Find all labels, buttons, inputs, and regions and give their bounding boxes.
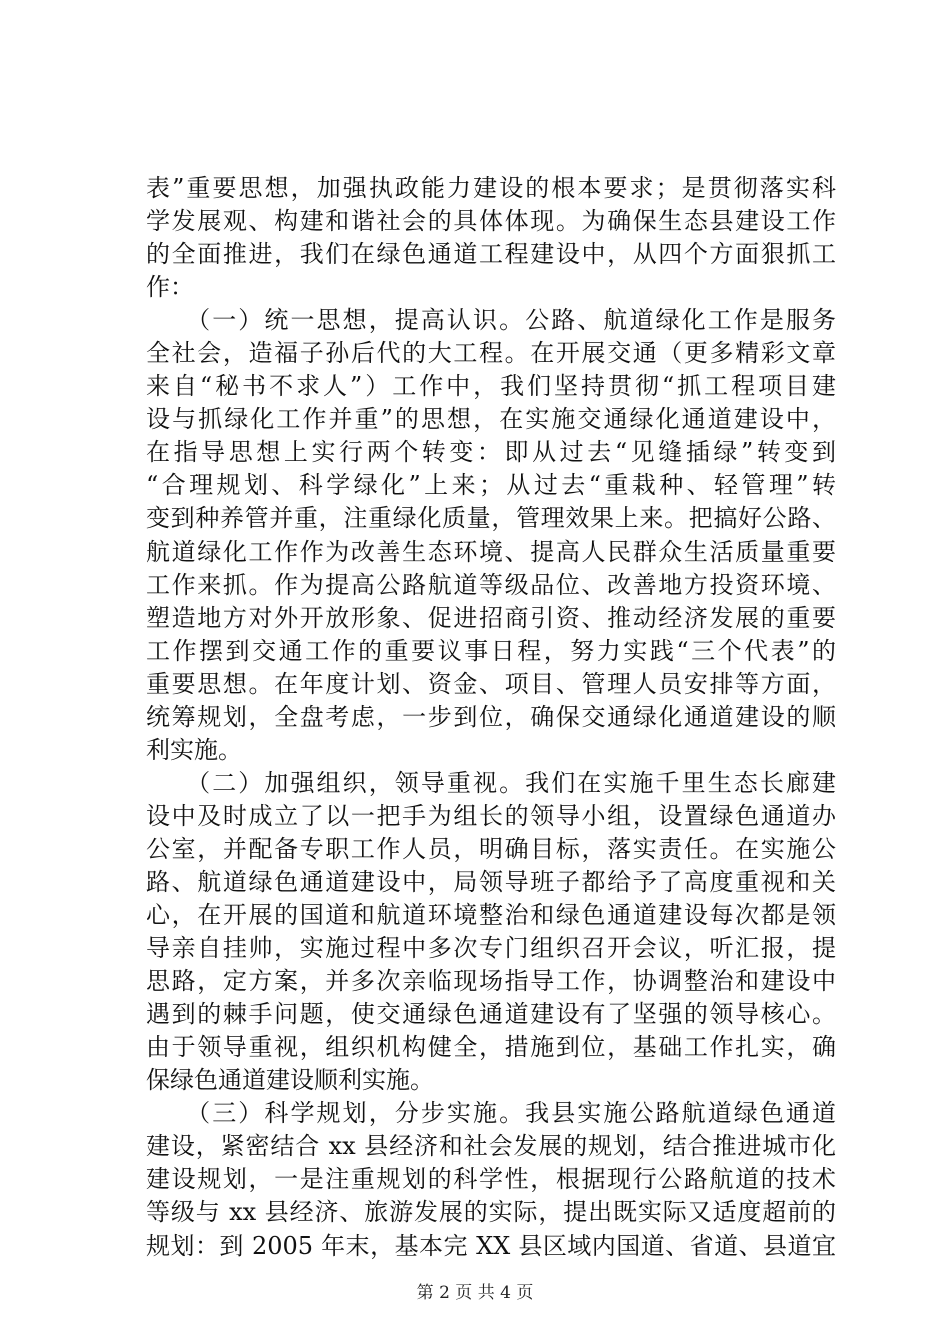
- text-line: （二）加强组织，领导重视。我们在实施千里生态长廊建: [146, 768, 836, 797]
- text-line: 心，在开展的国道和航道环境整治和绿色通道建设每次都是领: [146, 901, 836, 930]
- text-line: 的全面推进，我们在绿色通道工程建设中，从四个方面狠抓工: [146, 240, 836, 269]
- text-line: 由于领导重视，组织机构健全，措施到位，基础工作扎实，确: [146, 1033, 836, 1062]
- text-line: 公室，并配备专职工作人员，明确目标，落实责任。在实施公: [146, 834, 836, 863]
- text-line: 全社会，造福子孙后代的大工程。在开展交通（更多精彩文章: [146, 339, 836, 368]
- text-line: 学发展观、构建和谐社会的具体体现。为确保生态县建设工作: [146, 207, 836, 236]
- text-line: 在指导思想上实行两个转变：即从过去“见缝插绿”转变到: [146, 438, 836, 467]
- text-line: 设与抓绿化工作并重”的思想，在实施交通绿化通道建设中，: [146, 405, 836, 434]
- text-line: （一）统一思想，提高认识。公路、航道绿化工作是服务: [146, 306, 836, 335]
- text-line: “合理规划、科学绿化”上来；从过去“重栽种、轻管理”转: [146, 471, 836, 500]
- text-line: 设中及时成立了以一把手为组长的领导小组，设置绿色通道办: [146, 801, 836, 830]
- text-line: 建设规划，一是注重规划的科学性，根据现行公路航道的技术: [146, 1165, 836, 1194]
- text-line: 来自“秘书不求人”）工作中，我们坚持贯彻“抓工程项目建: [146, 372, 836, 401]
- text-line: 规划：到 2005 年末，基本完 XX 县区域内国道、省道、县道宜: [146, 1231, 836, 1260]
- text-line: 建设，紧密结合 xx 县经济和社会发展的规划，结合推进城市化: [146, 1132, 836, 1161]
- text-line: 航道绿化工作作为改善生态环境、提高人民群众生活质量重要: [146, 537, 836, 566]
- text-line: 工作来抓。作为提高公路航道等级品位、改善地方投资环境、: [146, 570, 836, 599]
- text-line: 变到种养管并重，注重绿化质量，管理效果上来。把搞好公路、: [146, 504, 836, 533]
- text-line: 思路，定方案，并多次亲临现场指导工作，协调整治和建设中: [146, 967, 836, 996]
- text-line: 保绿色通道建设顺利实施。: [146, 1066, 434, 1095]
- text-line: 统筹规划，全盘考虑，一步到位，确保交通绿化通道建设的顺: [146, 702, 836, 731]
- text-line: 工作摆到交通工作的重要议事日程，努力实践“三个代表”的: [146, 636, 836, 665]
- text-line: 表”重要思想，加强执政能力建设的根本要求；是贯彻落实科: [146, 174, 836, 202]
- text-line: 利实施。: [146, 735, 242, 764]
- body-text: [146, 172, 836, 1263]
- text-line: 遇到的棘手问题，使交通绿色通道建设有了坚强的领导核心。: [146, 1000, 836, 1029]
- text-line: （三）科学规划，分步实施。我县实施公路航道绿色通道: [146, 1099, 836, 1128]
- text-line: 重要思想。在年度计划、资金、项目、管理人员安排等方面，: [146, 669, 836, 698]
- text-line: 塑造地方对外开放形象、促进招商引资、推动经济发展的重要: [146, 603, 836, 632]
- text-line: 导亲自挂帅，实施过程中多次专门组织召开会议，听汇报，提: [146, 934, 836, 963]
- text-line: 路、航道绿色通道建设中，局领导班子都给予了高度重视和关: [146, 867, 836, 896]
- text-line: 等级与 xx 县经济、旅游发展的实际，提出既实际又适度超前的: [146, 1198, 836, 1227]
- page-footer: 第 2 页 共 4 页: [416, 1283, 534, 1303]
- text-line: 作：: [146, 273, 194, 302]
